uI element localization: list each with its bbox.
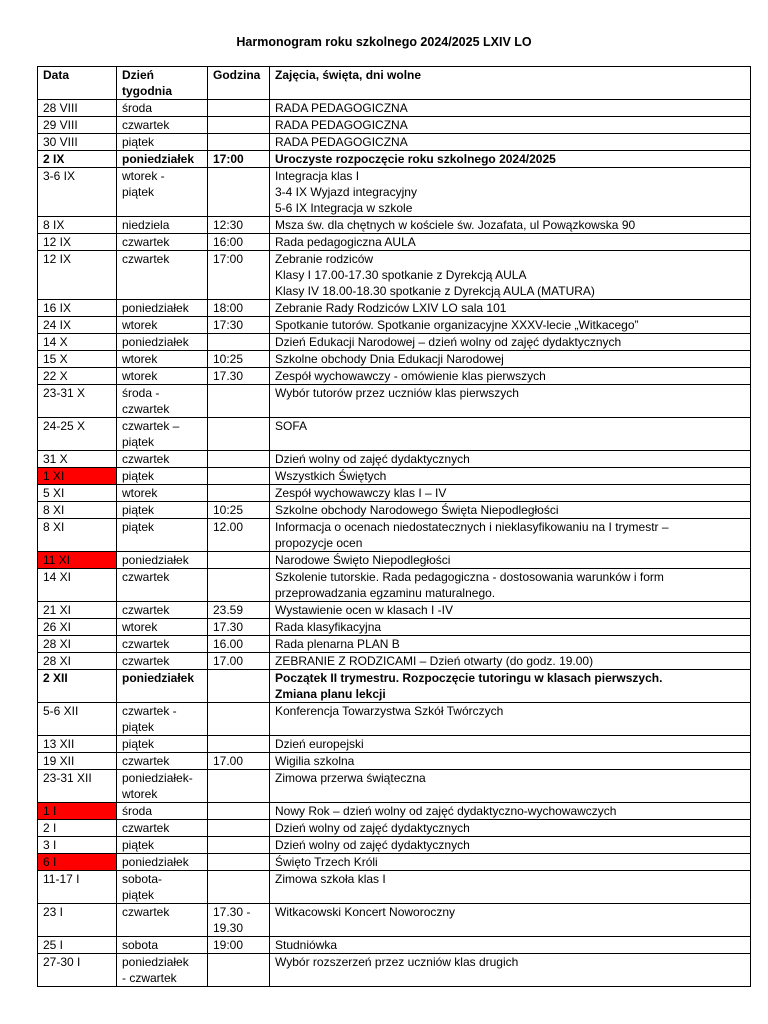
cell-time	[208, 385, 270, 418]
table-header-row	[38, 67, 751, 100]
cell-date: 19 XII	[38, 753, 117, 770]
cell-date: 13 XII	[38, 736, 117, 753]
cell-time	[208, 485, 270, 502]
cell-date: 21 XI	[38, 602, 117, 619]
cell-time	[208, 418, 270, 451]
cell-date: 24-25 X	[38, 418, 117, 451]
cell-time	[208, 820, 270, 837]
cell-event: Witkacowski Koncert Noworoczny	[270, 904, 751, 937]
cell-day: wtorek	[117, 351, 208, 368]
table-row	[38, 636, 751, 653]
cell-event: Dzień wolny od zajęć dydaktycznych	[270, 837, 751, 854]
cell-day: czwartek	[117, 904, 208, 937]
cell-day: piątek	[117, 502, 208, 519]
table-row	[38, 602, 751, 619]
cell-day: czwartek	[117, 251, 208, 300]
cell-date: 11 XI	[38, 552, 117, 569]
cell-time	[208, 736, 270, 753]
cell-event: Zespół wychowawczy klas I – IV	[270, 485, 751, 502]
cell-day: czwartek	[117, 602, 208, 619]
cell-event: Szkolne obchody Narodowego Święta Niepodległości	[270, 502, 751, 519]
table-row	[38, 368, 751, 385]
cell-day: czwartek - piątek	[117, 703, 208, 736]
cell-day: czwartek	[117, 653, 208, 670]
cell-date: 23-31 X	[38, 385, 117, 418]
cell-time	[208, 168, 270, 217]
cell-event: Msza św. dla chętnych w kościele św. Jozafata, ul Powązkowska 90	[270, 217, 751, 234]
cell-day: wtorek - piątek	[117, 168, 208, 217]
cell-event: Rada klasyfikacyjna	[270, 619, 751, 636]
table-row	[38, 468, 751, 485]
table-row	[38, 485, 751, 502]
table-row	[38, 703, 751, 736]
cell-time: 17.30	[208, 619, 270, 636]
table-row	[38, 117, 751, 134]
table-row	[38, 854, 751, 871]
table-row	[38, 753, 751, 770]
cell-event: Zebranie rodziców Klasy I 17.00-17.30 spotkanie z Dyrekcją AULA Klasy IV 18.00-18.30 spotkanie z Dyrekcją AULA (MATURA)	[270, 251, 751, 300]
cell-day: czwartek – piątek	[117, 418, 208, 451]
cell-time: 10:25	[208, 502, 270, 519]
cell-date: 2 I	[38, 820, 117, 837]
cell-time	[208, 670, 270, 703]
cell-time: 17.00	[208, 753, 270, 770]
header-date: Data	[38, 67, 117, 100]
cell-event: Wybór tutorów przez uczniów klas pierwszych	[270, 385, 751, 418]
table-row	[38, 451, 751, 468]
cell-time	[208, 569, 270, 602]
cell-date: 26 XI	[38, 619, 117, 636]
table-row	[38, 317, 751, 334]
header-event: Zajęcia, święta, dni wolne	[270, 67, 751, 100]
cell-date: 2 XII	[38, 670, 117, 703]
cell-date: 28 XI	[38, 653, 117, 670]
cell-time	[208, 770, 270, 803]
cell-time	[208, 100, 270, 117]
table-row	[38, 569, 751, 602]
cell-event: ZEBRANIE Z RODZICAMI – Dzień otwarty (do godz. 19.00)	[270, 653, 751, 670]
cell-date: 30 VIII	[38, 134, 117, 151]
cell-event: Szkolenie tutorskie. Rada pedagogiczna - dostosowania warunków i form przeprowadzania egzaminu maturalnego.	[270, 569, 751, 602]
cell-day: poniedziałek - czwartek	[117, 954, 208, 987]
table-row	[38, 251, 751, 300]
cell-event: Dzień wolny od zajęć dydaktycznych	[270, 451, 751, 468]
cell-event: Informacja o ocenach niedostatecznych i nieklasyfikowaniu na I trymestr – propozycje ocen	[270, 519, 751, 552]
page-title: Harmonogram roku szkolnego 2024/2025 LXIV LO	[236, 35, 532, 49]
cell-time	[208, 954, 270, 987]
table-row	[38, 300, 751, 317]
cell-event: Studniówka	[270, 937, 751, 954]
cell-date: 24 IX	[38, 317, 117, 334]
cell-day: niedziela	[117, 217, 208, 234]
schedule-body	[38, 67, 751, 987]
cell-day: piątek	[117, 134, 208, 151]
cell-event: RADA PEDAGOGICZNA	[270, 117, 751, 134]
cell-day: poniedziałek	[117, 151, 208, 168]
cell-event: Konferencja Towarzystwa Szkół Twórczych	[270, 703, 751, 736]
cell-date: 12 IX	[38, 234, 117, 251]
cell-time: 16.00	[208, 636, 270, 653]
table-row	[38, 670, 751, 703]
cell-date: 8 XI	[38, 502, 117, 519]
cell-day: wtorek	[117, 619, 208, 636]
cell-time: 17.30 - 19.30	[208, 904, 270, 937]
cell-time	[208, 552, 270, 569]
cell-time	[208, 837, 270, 854]
table-row	[38, 954, 751, 987]
cell-day: sobota- piątek	[117, 871, 208, 904]
cell-event: Rada pedagogiczna AULA	[270, 234, 751, 251]
cell-date: 25 I	[38, 937, 117, 954]
cell-time: 17:30	[208, 317, 270, 334]
cell-day: czwartek	[117, 753, 208, 770]
table-row	[38, 502, 751, 519]
cell-date: 5 XI	[38, 485, 117, 502]
cell-day: poniedziałek	[117, 334, 208, 351]
cell-day: poniedziałek- wtorek	[117, 770, 208, 803]
cell-event: SOFA	[270, 418, 751, 451]
cell-time	[208, 871, 270, 904]
cell-event: RADA PEDAGOGICZNA	[270, 100, 751, 117]
table-row	[38, 653, 751, 670]
cell-day: piątek	[117, 736, 208, 753]
cell-date: 8 XI	[38, 519, 117, 552]
cell-event: Zimowa przerwa świąteczna	[270, 770, 751, 803]
cell-event: Integracja klas I 3-4 IX Wyjazd integracyjny 5-6 IX Integracja w szkole	[270, 168, 751, 217]
cell-time: 12.00	[208, 519, 270, 552]
table-row	[38, 552, 751, 569]
cell-date: 14 XI	[38, 569, 117, 602]
table-row	[38, 803, 751, 820]
cell-date: 3 I	[38, 837, 117, 854]
cell-day: piątek	[117, 837, 208, 854]
cell-time	[208, 854, 270, 871]
cell-date: 15 X	[38, 351, 117, 368]
cell-date: 14 X	[38, 334, 117, 351]
cell-day: wtorek	[117, 485, 208, 502]
table-row	[38, 937, 751, 954]
cell-event: Dzień europejski	[270, 736, 751, 753]
cell-day: wtorek	[117, 317, 208, 334]
cell-time: 23.59	[208, 602, 270, 619]
cell-time	[208, 134, 270, 151]
cell-date: 3-6 IX	[38, 168, 117, 217]
cell-event: Dzień Edukacji Narodowej – dzień wolny od zajęć dydaktycznych	[270, 334, 751, 351]
table-row	[38, 736, 751, 753]
cell-day: środa - czwartek	[117, 385, 208, 418]
cell-time: 10:25	[208, 351, 270, 368]
cell-date: 27-30 I	[38, 954, 117, 987]
table-row	[38, 134, 751, 151]
cell-event: Zespół wychowawczy - omówienie klas pierwszych	[270, 368, 751, 385]
cell-date: 1 I	[38, 803, 117, 820]
header-time: Godzina	[208, 67, 270, 100]
cell-day: poniedziałek	[117, 670, 208, 703]
table-row	[38, 100, 751, 117]
cell-event: Zebranie Rady Rodziców LXIV LO sala 101	[270, 300, 751, 317]
cell-day: czwartek	[117, 234, 208, 251]
table-row	[38, 334, 751, 351]
header-day: Dzień tygodnia	[117, 67, 208, 100]
table-row	[38, 904, 751, 937]
cell-date: 16 IX	[38, 300, 117, 317]
cell-event: Początek II trymestru. Rozpoczęcie tutoringu w klasach pierwszych. Zmiana planu lekcji	[270, 670, 751, 703]
cell-time: 17.00	[208, 653, 270, 670]
cell-time: 18:00	[208, 300, 270, 317]
cell-date: 6 I	[38, 854, 117, 871]
table-row	[38, 519, 751, 552]
cell-time	[208, 468, 270, 485]
cell-event: Dzień wolny od zajęć dydaktycznych	[270, 820, 751, 837]
cell-day: poniedziałek	[117, 300, 208, 317]
cell-event: Wigilia szkolna	[270, 753, 751, 770]
cell-event: Wybór rozszerzeń przez uczniów klas drugich	[270, 954, 751, 987]
cell-day: czwartek	[117, 451, 208, 468]
cell-date: 29 VIII	[38, 117, 117, 134]
table-row	[38, 217, 751, 234]
cell-event: Wystawienie ocen w klasach I -IV	[270, 602, 751, 619]
table-row	[38, 385, 751, 418]
cell-date: 11-17 I	[38, 871, 117, 904]
cell-day: wtorek	[117, 368, 208, 385]
cell-day: sobota	[117, 937, 208, 954]
cell-date: 12 IX	[38, 251, 117, 300]
cell-day: poniedziałek	[117, 854, 208, 871]
cell-date: 23 I	[38, 904, 117, 937]
cell-day: poniedziałek	[117, 552, 208, 569]
cell-event: Narodowe Święto Niepodległości	[270, 552, 751, 569]
cell-time	[208, 117, 270, 134]
cell-date: 22 X	[38, 368, 117, 385]
cell-time	[208, 803, 270, 820]
cell-time: 19:00	[208, 937, 270, 954]
cell-date: 8 IX	[38, 217, 117, 234]
cell-event: Rada plenarna PLAN B	[270, 636, 751, 653]
table-row	[38, 770, 751, 803]
table-row	[38, 619, 751, 636]
cell-event: Zimowa szkoła klas I	[270, 871, 751, 904]
cell-date: 28 XI	[38, 636, 117, 653]
cell-time: 16:00	[208, 234, 270, 251]
cell-date: 2 IX	[38, 151, 117, 168]
table-row	[38, 820, 751, 837]
table-row	[38, 351, 751, 368]
cell-day: czwartek	[117, 117, 208, 134]
cell-event: Szkolne obchody Dnia Edukacji Narodowej	[270, 351, 751, 368]
cell-date: 1 XI	[38, 468, 117, 485]
cell-day: czwartek	[117, 636, 208, 653]
cell-time: 17:00	[208, 251, 270, 300]
cell-day: środa	[117, 100, 208, 117]
cell-day: czwartek	[117, 569, 208, 602]
table-row	[38, 837, 751, 854]
table-row	[38, 151, 751, 168]
cell-date: 23-31 XII	[38, 770, 117, 803]
cell-day: czwartek	[117, 820, 208, 837]
cell-day: środa	[117, 803, 208, 820]
cell-day: piątek	[117, 519, 208, 552]
cell-event: RADA PEDAGOGICZNA	[270, 134, 751, 151]
cell-event: Spotkanie tutorów. Spotkanie organizacyjne XXXV-lecie „Witkacego”	[270, 317, 751, 334]
cell-time	[208, 334, 270, 351]
cell-time	[208, 451, 270, 468]
table-row	[38, 418, 751, 451]
cell-date: 5-6 XII	[38, 703, 117, 736]
cell-time: 12:30	[208, 217, 270, 234]
cell-time	[208, 703, 270, 736]
cell-event: Wszystkich Świętych	[270, 468, 751, 485]
cell-time: 17.30	[208, 368, 270, 385]
cell-time: 17:00	[208, 151, 270, 168]
table-row	[38, 234, 751, 251]
cell-event: Uroczyste rozpoczęcie roku szkolnego 2024/2025	[270, 151, 751, 168]
schedule-table	[37, 66, 751, 987]
table-row	[38, 168, 751, 217]
cell-day: piątek	[117, 468, 208, 485]
cell-date: 31 X	[38, 451, 117, 468]
cell-event: Święto Trzech Króli	[270, 854, 751, 871]
table-row	[38, 871, 751, 904]
cell-date: 28 VIII	[38, 100, 117, 117]
cell-event: Nowy Rok – dzień wolny od zajęć dydaktyczno-wychowawczych	[270, 803, 751, 820]
